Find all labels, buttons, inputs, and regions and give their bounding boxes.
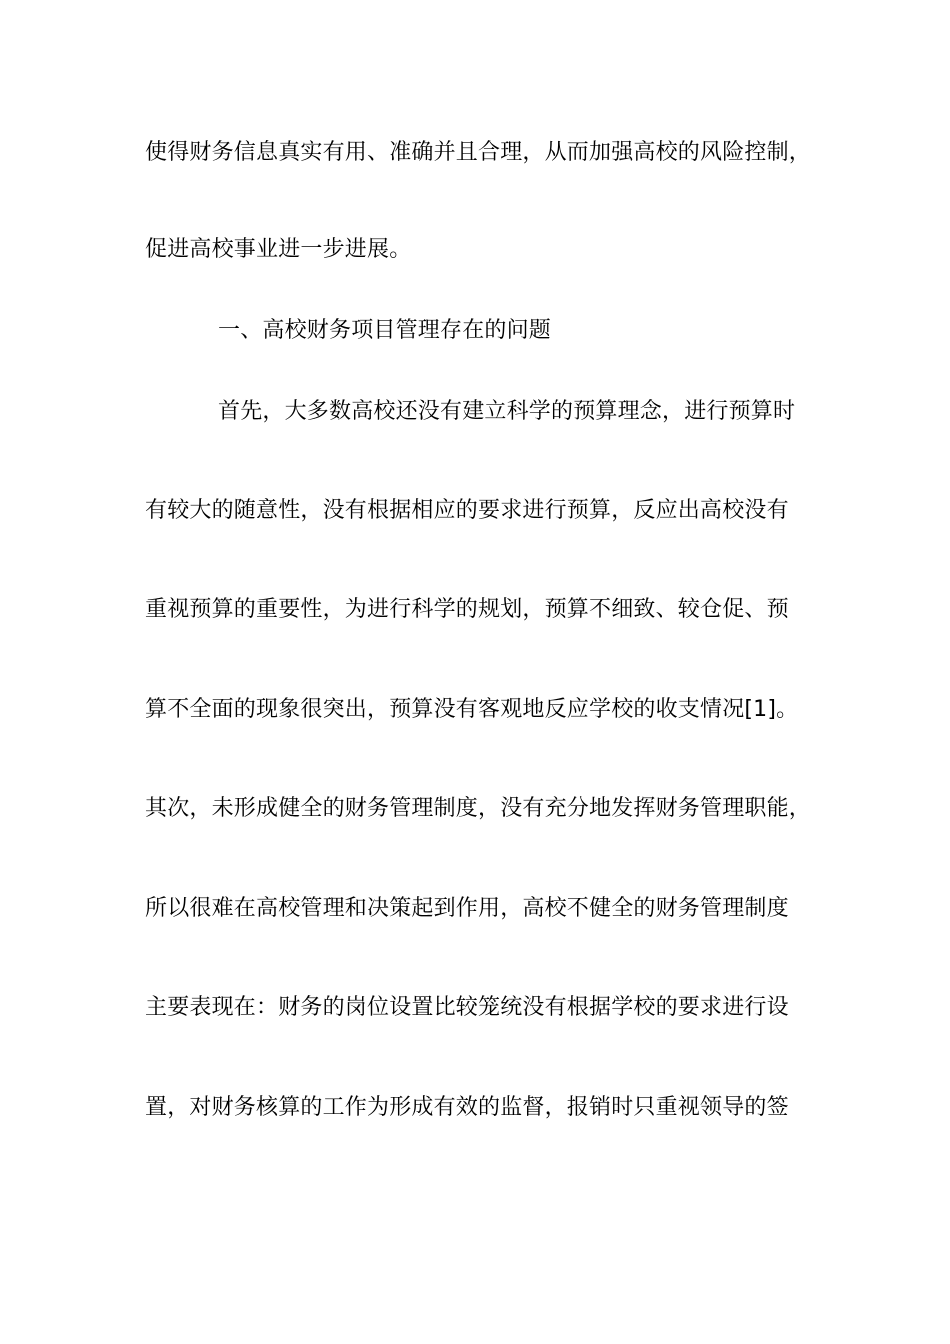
paragraph-line-7: 其次，未形成健全的财务管理制度，没有充分地发挥财务管理职能， — [145, 796, 812, 821]
section-heading: 一、高校财务项目管理存在的问题 — [218, 318, 552, 343]
paragraph-line-3: 首先，大多数高校还没有建立科学的预算理念，进行预算时 — [218, 399, 796, 424]
paragraph-line-1: 使得财务信息真实有用、准确并且合理，从而加强高校的风险控制， — [145, 140, 812, 165]
paragraph-line-5: 重视预算的重要性，为进行科学的规划，预算不细致、较仓促、预 — [145, 597, 789, 622]
paragraph-line-9: 主要表现在：财务的岗位设置比较笼统没有根据学校的要求进行设 — [145, 995, 789, 1020]
paragraph-line-6: 算不全面的现象很突出，预算没有客观地反应学校的收支情况[1]。 — [145, 697, 799, 722]
paragraph-line-8: 所以很难在高校管理和决策起到作用，高校不健全的财务管理制度 — [145, 896, 789, 921]
paragraph-line-10: 置，对财务核算的工作为形成有效的监督，报销时只重视领导的签 — [145, 1095, 789, 1120]
paragraph-line-4: 有较大的随意性，没有根据相应的要求进行预算，反应出高校没有 — [145, 498, 789, 523]
paragraph-line-2: 促进高校事业进一步进展。 — [145, 237, 412, 262]
